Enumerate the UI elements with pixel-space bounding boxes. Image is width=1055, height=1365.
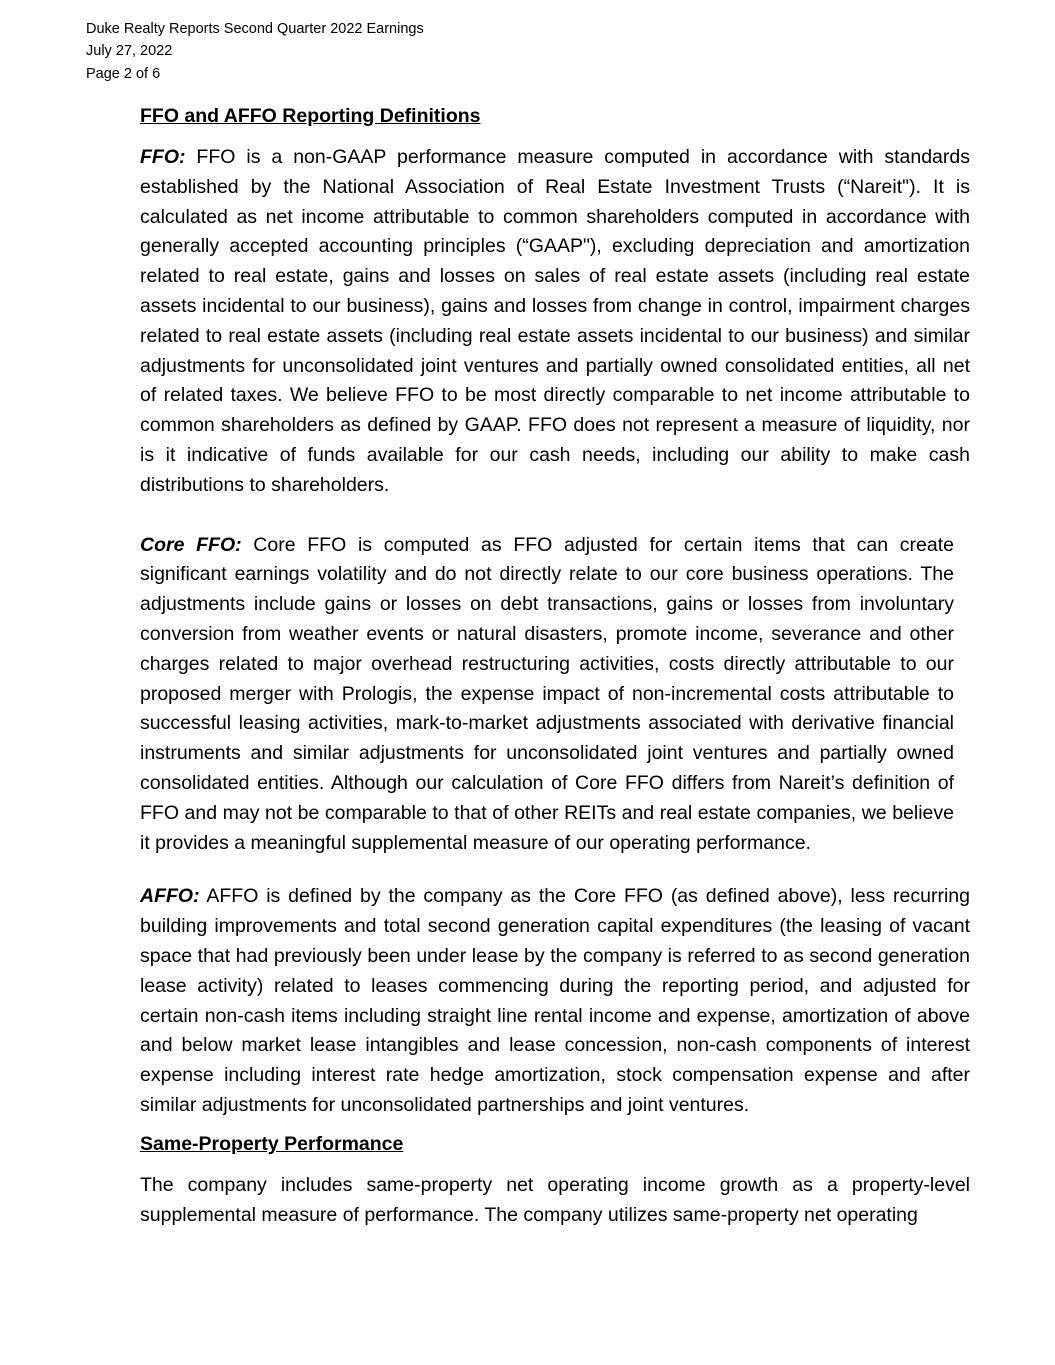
ffo-definition-text: FFO is a non-GAAP performance measure computed in accordance with standards established by the National Association of Real Estate Investment Trusts (“Nareit"). It is calculated as net income attributable to common shareholders computed in accordance with generally accepted accounting principles (“GAAP"), excluding depreciation and amortization related to real estate, gains and losses on sales of real estate assets (including real estate assets incidental to our business), gains and losses from change in control, impairment charges related to real estate assets (including real estate assets incidental to our business) and similar adjustments for unconsolidated joint ventures and partially owned consolidated entities, all net of related taxes. We believe FFO to be most directly comparable to net income attributable to common shareholders as defined by GAAP. FFO does not represent a measure of liquidity, nor is it indicative of funds available for our cash needs, including our ability to make cash distributions to shareholders.	[140, 146, 970, 496]
ffo-term: FFO:	[140, 146, 186, 168]
header-title: Duke Realty Reports Second Quarter 2022 Earnings	[86, 21, 424, 37]
affo-definition-paragraph	[140, 882, 970, 1120]
page-header	[86, 18, 424, 85]
header-date: July 27, 2022	[86, 43, 173, 60]
core-ffo-definition-paragraph	[140, 531, 954, 859]
affo-definition-text: AFFO is defined by the company as the Core FFO (as defined above), less recurring building improvements and total second generation capital expenditures (the leasing of vacant space that had previously been under lease by the company is referred to as second generation lease activity) related to leases commencing during the reporting period, and adjusted for certain non-cash items including straight line rental income and expense, amortization of above and below market lease intangibles and lease concession, non-cash components of interest expense including interest rate hedge amortization, stock compensation expense and after similar adjustments for unconsolidated partnerships and joint ventures.	[140, 885, 970, 1116]
document-body	[140, 103, 970, 1230]
same-property-performance-heading: Same-Property Performance	[140, 1132, 404, 1155]
header-page-number: Page 2 of 6	[86, 65, 161, 82]
core-ffo-definition-text: Core FFO is computed as FFO adjusted for certain items that can create significant earnings volatility and do not directly relate to our core business operations. The adjustments include gains or losses on debt transactions, gains or losses from involuntary conversion from weather events or natural disasters, promote income, severance and other charges related to major overhead restructuring activities, costs directly attributable to our proposed merger with Prologis, the expense impact of non-incremental costs attributable to successful leasing activities, mark-to-market adjustments associated with derivative financial instruments and similar adjustments for unconsolidated joint ventures and partially owned consolidated entities. Although our calculation of Core FFO differs from Nareit’s definition of FFO and may not be comparable to that of other REITs and real estate companies, we believe it provides a meaningful supplemental measure of our operating performance.	[140, 533, 954, 854]
ffo-definition-paragraph	[140, 143, 970, 501]
ffo-affo-definitions-heading: FFO and AFFO Reporting Definitions	[140, 105, 481, 127]
same-property-paragraph	[140, 1171, 970, 1231]
affo-term: AFFO:	[140, 885, 200, 908]
core-ffo-term: Core FFO:	[140, 533, 242, 556]
same-property-text: The company includes same-property net operating income growth as a property-level supplemental measure of performance. The company utilizes same-property net operating	[140, 1173, 970, 1226]
